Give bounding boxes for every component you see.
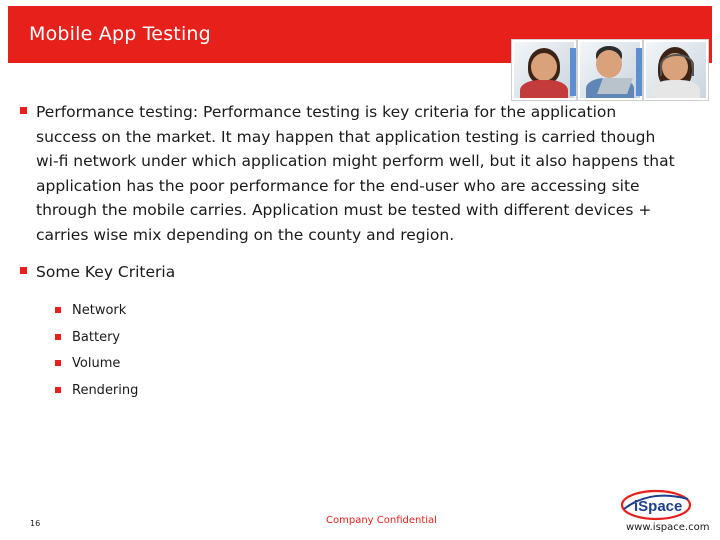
header-photo-accent bbox=[570, 48, 576, 96]
header-photo-woman-headset bbox=[644, 40, 708, 100]
slide-body bbox=[20, 100, 680, 285]
header-photo-accent bbox=[636, 48, 642, 96]
ispace-logo bbox=[620, 487, 692, 521]
list-item bbox=[55, 382, 138, 409]
criteria-label: Network bbox=[72, 303, 127, 318]
square-bullet-icon bbox=[20, 107, 27, 114]
header-photo-woman-smiling bbox=[512, 40, 576, 100]
bullet-some-key-criteria bbox=[20, 260, 680, 285]
square-bullet-icon bbox=[55, 360, 61, 366]
square-bullet-icon bbox=[55, 307, 61, 313]
criteria-label: Battery bbox=[72, 329, 121, 345]
key-criteria-list bbox=[55, 302, 138, 408]
bullet-performance-testing bbox=[20, 100, 680, 247]
slide-title: Mobile App Testing bbox=[29, 23, 211, 45]
square-bullet-icon bbox=[20, 267, 27, 274]
list-item bbox=[55, 302, 138, 329]
confidential-label: Company Confidential bbox=[326, 515, 437, 526]
list-item bbox=[55, 355, 138, 382]
square-bullet-icon bbox=[55, 387, 61, 393]
page-number: 16 bbox=[30, 519, 41, 528]
criteria-label: Rendering bbox=[72, 382, 139, 398]
bullet-text: : Performance testing is key criteria for the application success on the market. It may happen that application testing is carried though wi-fi network under which application might perform well, but it also happens that application has the poor performance for the end-user who are accessing site through the mobile carries. Application must be tested with different devices + carries wise mix depending on the county and region. bbox=[36, 103, 675, 244]
bullet-term: Performance testing bbox=[36, 103, 193, 121]
square-bullet-icon bbox=[55, 334, 61, 340]
logo-text: iSpace bbox=[634, 498, 683, 515]
bullet-text: Some Key Criteria bbox=[36, 263, 176, 281]
criteria-label: Volume bbox=[72, 356, 121, 371]
website-url[interactable]: www.ispace.com bbox=[626, 522, 710, 533]
list-item bbox=[55, 329, 138, 356]
header-photo-man-laptop bbox=[578, 40, 642, 100]
